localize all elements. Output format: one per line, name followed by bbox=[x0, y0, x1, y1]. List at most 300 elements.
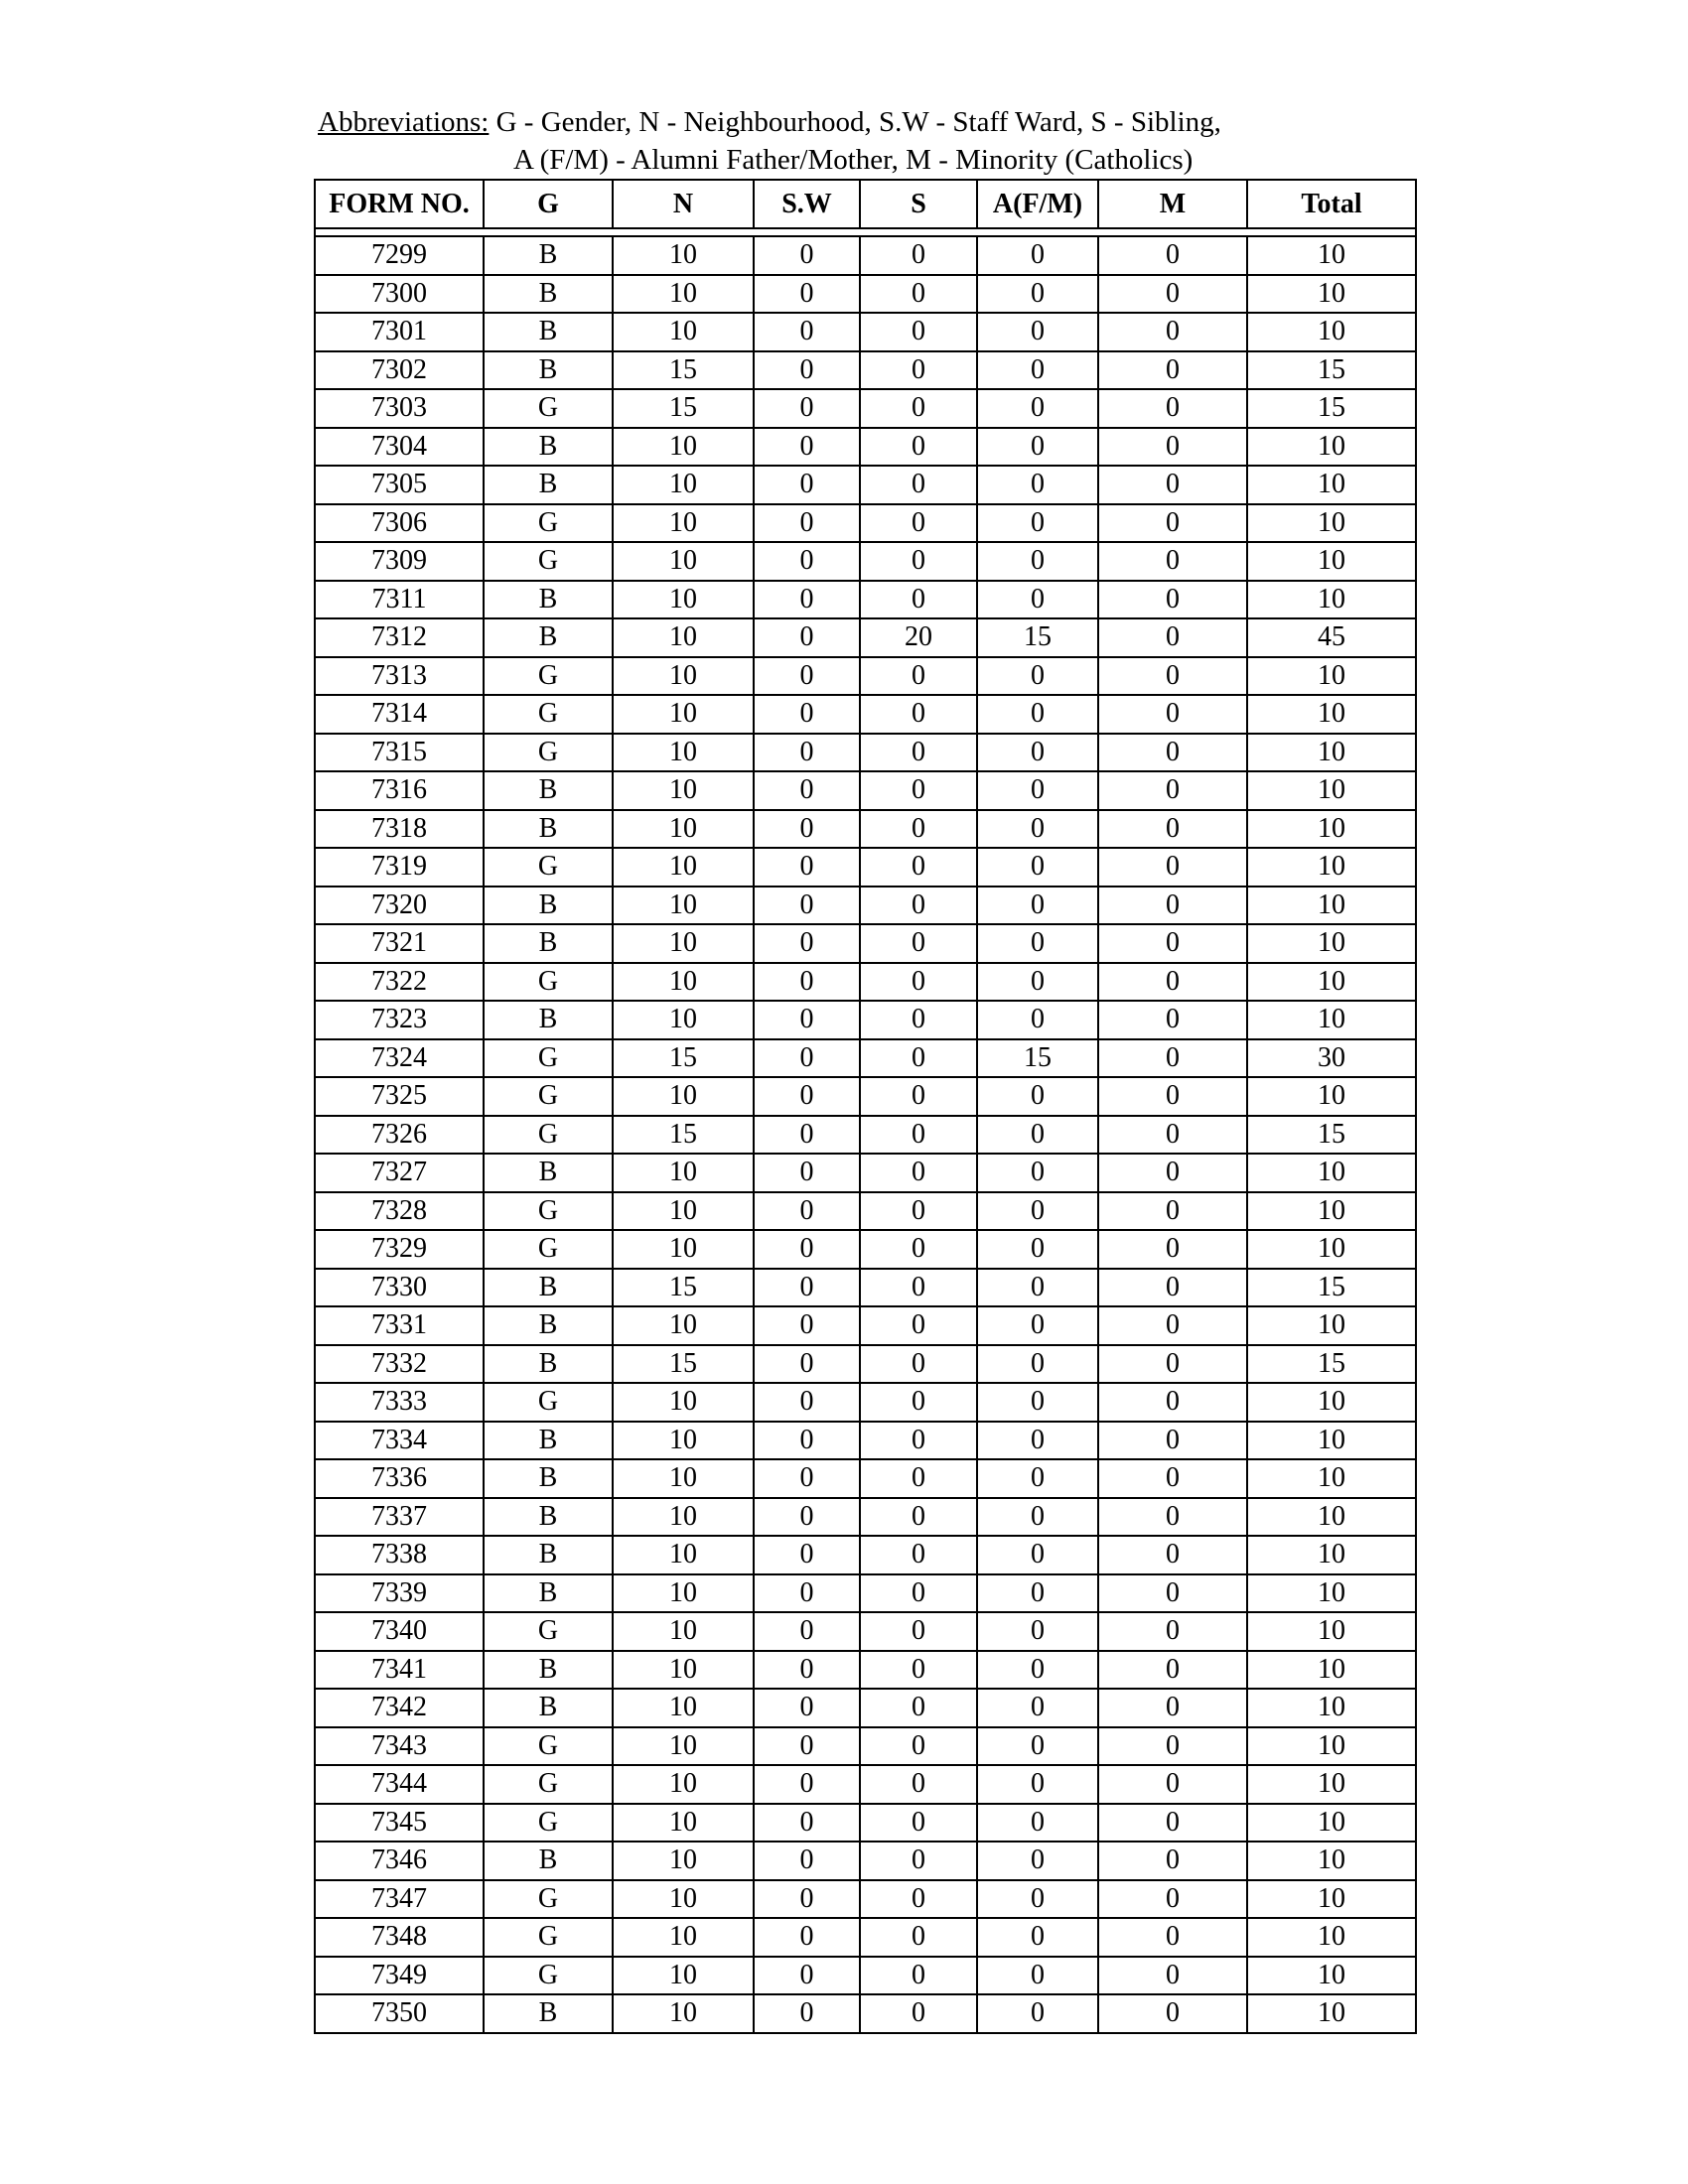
sibling-cell: 0 bbox=[860, 275, 977, 314]
gender-cell: G bbox=[484, 1039, 613, 1078]
total-cell: 10 bbox=[1247, 275, 1416, 314]
total-cell: 10 bbox=[1247, 924, 1416, 963]
neighbourhood-cell: 15 bbox=[613, 1116, 754, 1155]
form-no-cell: 7342 bbox=[315, 1689, 484, 1727]
alumni-cell: 0 bbox=[977, 1651, 1098, 1690]
total-cell: 10 bbox=[1247, 1880, 1416, 1919]
neighbourhood-cell: 15 bbox=[613, 351, 754, 390]
neighbourhood-cell: 10 bbox=[613, 313, 754, 351]
total-cell: 15 bbox=[1247, 1269, 1416, 1307]
gender-cell: B bbox=[484, 1422, 613, 1460]
staff-ward-cell: 0 bbox=[754, 1498, 860, 1537]
staff-ward-cell: 0 bbox=[754, 1765, 860, 1804]
form-no-cell: 7313 bbox=[315, 657, 484, 696]
total-cell: 10 bbox=[1247, 1804, 1416, 1843]
table-row bbox=[315, 1345, 1416, 1384]
form-no-cell: 7328 bbox=[315, 1192, 484, 1231]
gender-cell: G bbox=[484, 1765, 613, 1804]
table-row bbox=[315, 581, 1416, 619]
minority-cell: 0 bbox=[1098, 1459, 1247, 1498]
gender-cell: B bbox=[484, 236, 613, 275]
total-cell: 10 bbox=[1247, 771, 1416, 810]
sibling-cell: 0 bbox=[860, 963, 977, 1002]
sibling-cell: 0 bbox=[860, 1880, 977, 1919]
minority-cell: 0 bbox=[1098, 1727, 1247, 1766]
header-staff-ward: S.W bbox=[754, 180, 860, 228]
neighbourhood-cell: 10 bbox=[613, 1383, 754, 1422]
sibling-cell: 0 bbox=[860, 657, 977, 696]
gender-cell: B bbox=[484, 887, 613, 925]
gender-cell: B bbox=[484, 1536, 613, 1574]
sibling-cell: 0 bbox=[860, 542, 977, 581]
form-no-cell: 7329 bbox=[315, 1230, 484, 1269]
form-no-cell: 7339 bbox=[315, 1574, 484, 1613]
minority-cell: 0 bbox=[1098, 1536, 1247, 1574]
gender-cell: B bbox=[484, 1689, 613, 1727]
form-no-cell: 7341 bbox=[315, 1651, 484, 1690]
form-no-cell: 7300 bbox=[315, 275, 484, 314]
neighbourhood-cell: 10 bbox=[613, 1727, 754, 1766]
minority-cell: 0 bbox=[1098, 389, 1247, 428]
gender-cell: B bbox=[484, 581, 613, 619]
form-no-cell: 7305 bbox=[315, 466, 484, 504]
table-row bbox=[315, 657, 1416, 696]
gender-cell: B bbox=[484, 1459, 613, 1498]
form-no-cell: 7340 bbox=[315, 1612, 484, 1651]
gender-cell: G bbox=[484, 1918, 613, 1957]
table-row bbox=[315, 1842, 1416, 1880]
gender-cell: B bbox=[484, 810, 613, 849]
minority-cell: 0 bbox=[1098, 313, 1247, 351]
neighbourhood-cell: 15 bbox=[613, 389, 754, 428]
form-no-cell: 7326 bbox=[315, 1116, 484, 1155]
sibling-cell: 20 bbox=[860, 618, 977, 657]
gender-cell: G bbox=[484, 1957, 613, 1995]
minority-cell: 0 bbox=[1098, 963, 1247, 1002]
gender-cell: B bbox=[484, 1001, 613, 1039]
neighbourhood-cell: 10 bbox=[613, 1192, 754, 1231]
sibling-cell: 0 bbox=[860, 924, 977, 963]
gender-cell: G bbox=[484, 1727, 613, 1766]
form-no-cell: 7350 bbox=[315, 1994, 484, 2033]
alumni-cell: 0 bbox=[977, 1001, 1098, 1039]
total-cell: 10 bbox=[1247, 1306, 1416, 1345]
sibling-cell: 0 bbox=[860, 695, 977, 734]
staff-ward-cell: 0 bbox=[754, 771, 860, 810]
sibling-cell: 0 bbox=[860, 1422, 977, 1460]
gender-cell: G bbox=[484, 695, 613, 734]
staff-ward-cell: 0 bbox=[754, 1077, 860, 1116]
gender-cell: G bbox=[484, 1880, 613, 1919]
table-row bbox=[315, 618, 1416, 657]
total-cell: 10 bbox=[1247, 848, 1416, 887]
total-cell: 10 bbox=[1247, 1918, 1416, 1957]
sibling-cell: 0 bbox=[860, 1574, 977, 1613]
sibling-cell: 0 bbox=[860, 1001, 977, 1039]
minority-cell: 0 bbox=[1098, 1116, 1247, 1155]
gender-cell: B bbox=[484, 1345, 613, 1384]
neighbourhood-cell: 10 bbox=[613, 695, 754, 734]
neighbourhood-cell: 10 bbox=[613, 1842, 754, 1880]
sibling-cell: 0 bbox=[860, 1727, 977, 1766]
alumni-cell: 0 bbox=[977, 1574, 1098, 1613]
abbreviations-legend bbox=[318, 103, 1221, 176]
sibling-cell: 0 bbox=[860, 1689, 977, 1727]
form-no-cell: 7338 bbox=[315, 1536, 484, 1574]
table-row bbox=[315, 1459, 1416, 1498]
gender-cell: B bbox=[484, 1154, 613, 1192]
sibling-cell: 0 bbox=[860, 1994, 977, 2033]
gender-cell: G bbox=[484, 1383, 613, 1422]
alumni-cell: 15 bbox=[977, 1039, 1098, 1078]
minority-cell: 0 bbox=[1098, 734, 1247, 772]
table-row bbox=[315, 1689, 1416, 1727]
form-no-cell: 7324 bbox=[315, 1039, 484, 1078]
form-no-cell: 7315 bbox=[315, 734, 484, 772]
staff-ward-cell: 0 bbox=[754, 657, 860, 696]
gender-cell: B bbox=[484, 1651, 613, 1690]
table-row bbox=[315, 504, 1416, 543]
staff-ward-cell: 0 bbox=[754, 924, 860, 963]
alumni-cell: 0 bbox=[977, 771, 1098, 810]
total-cell: 10 bbox=[1247, 1192, 1416, 1231]
form-no-cell: 7348 bbox=[315, 1918, 484, 1957]
staff-ward-cell: 0 bbox=[754, 1269, 860, 1307]
form-no-cell: 7346 bbox=[315, 1842, 484, 1880]
table-row bbox=[315, 313, 1416, 351]
neighbourhood-cell: 10 bbox=[613, 1230, 754, 1269]
alumni-cell: 0 bbox=[977, 1804, 1098, 1843]
form-no-cell: 7314 bbox=[315, 695, 484, 734]
sibling-cell: 0 bbox=[860, 1957, 977, 1995]
gender-cell: G bbox=[484, 1192, 613, 1231]
alumni-cell: 0 bbox=[977, 848, 1098, 887]
neighbourhood-cell: 10 bbox=[613, 1918, 754, 1957]
table-row bbox=[315, 924, 1416, 963]
neighbourhood-cell: 10 bbox=[613, 428, 754, 467]
neighbourhood-cell: 10 bbox=[613, 810, 754, 849]
minority-cell: 0 bbox=[1098, 924, 1247, 963]
staff-ward-cell: 0 bbox=[754, 1880, 860, 1919]
gender-cell: B bbox=[484, 924, 613, 963]
staff-ward-cell: 0 bbox=[754, 1039, 860, 1078]
form-no-cell: 7347 bbox=[315, 1880, 484, 1919]
header-alumni: A(F/M) bbox=[977, 180, 1098, 228]
gender-cell: B bbox=[484, 618, 613, 657]
neighbourhood-cell: 15 bbox=[613, 1345, 754, 1384]
form-no-cell: 7311 bbox=[315, 581, 484, 619]
form-no-cell: 7303 bbox=[315, 389, 484, 428]
neighbourhood-cell: 10 bbox=[613, 236, 754, 275]
alumni-cell: 0 bbox=[977, 466, 1098, 504]
form-no-cell: 7302 bbox=[315, 351, 484, 390]
gender-cell: G bbox=[484, 1230, 613, 1269]
minority-cell: 0 bbox=[1098, 1574, 1247, 1613]
staff-ward-cell: 0 bbox=[754, 428, 860, 467]
total-cell: 10 bbox=[1247, 1422, 1416, 1460]
total-cell: 10 bbox=[1247, 1001, 1416, 1039]
sibling-cell: 0 bbox=[860, 466, 977, 504]
sibling-cell: 0 bbox=[860, 428, 977, 467]
neighbourhood-cell: 10 bbox=[613, 924, 754, 963]
staff-ward-cell: 0 bbox=[754, 1689, 860, 1727]
form-no-cell: 7322 bbox=[315, 963, 484, 1002]
table-row bbox=[315, 734, 1416, 772]
table-row bbox=[315, 1001, 1416, 1039]
alumni-cell: 0 bbox=[977, 351, 1098, 390]
staff-ward-cell: 0 bbox=[754, 1116, 860, 1155]
alumni-cell: 0 bbox=[977, 1459, 1098, 1498]
alumni-cell: 0 bbox=[977, 1612, 1098, 1651]
minority-cell: 0 bbox=[1098, 618, 1247, 657]
alumni-cell: 0 bbox=[977, 1345, 1098, 1384]
staff-ward-cell: 0 bbox=[754, 1574, 860, 1613]
form-no-cell: 7331 bbox=[315, 1306, 484, 1345]
staff-ward-cell: 0 bbox=[754, 810, 860, 849]
sibling-cell: 0 bbox=[860, 236, 977, 275]
table-row bbox=[315, 466, 1416, 504]
gender-cell: B bbox=[484, 313, 613, 351]
alumni-cell: 0 bbox=[977, 542, 1098, 581]
alumni-cell: 0 bbox=[977, 887, 1098, 925]
staff-ward-cell: 0 bbox=[754, 542, 860, 581]
sibling-cell: 0 bbox=[860, 1230, 977, 1269]
form-no-cell: 7349 bbox=[315, 1957, 484, 1995]
neighbourhood-cell: 10 bbox=[613, 1422, 754, 1460]
sibling-cell: 0 bbox=[860, 1842, 977, 1880]
total-cell: 10 bbox=[1247, 1154, 1416, 1192]
staff-ward-cell: 0 bbox=[754, 1383, 860, 1422]
table-row bbox=[315, 1918, 1416, 1957]
alumni-cell: 0 bbox=[977, 734, 1098, 772]
table-row bbox=[315, 1306, 1416, 1345]
staff-ward-cell: 0 bbox=[754, 1230, 860, 1269]
form-no-cell: 7321 bbox=[315, 924, 484, 963]
alumni-cell: 0 bbox=[977, 1880, 1098, 1919]
gender-cell: G bbox=[484, 734, 613, 772]
staff-ward-cell: 0 bbox=[754, 504, 860, 543]
minority-cell: 0 bbox=[1098, 466, 1247, 504]
sibling-cell: 0 bbox=[860, 1345, 977, 1384]
staff-ward-cell: 0 bbox=[754, 1994, 860, 2033]
minority-cell: 0 bbox=[1098, 1077, 1247, 1116]
neighbourhood-cell: 10 bbox=[613, 1689, 754, 1727]
total-cell: 15 bbox=[1247, 389, 1416, 428]
header-total: Total bbox=[1247, 180, 1416, 228]
total-cell: 10 bbox=[1247, 734, 1416, 772]
alumni-cell: 0 bbox=[977, 1765, 1098, 1804]
total-cell: 10 bbox=[1247, 1994, 1416, 2033]
total-cell: 10 bbox=[1247, 1957, 1416, 1995]
total-cell: 10 bbox=[1247, 1842, 1416, 1880]
total-cell: 15 bbox=[1247, 351, 1416, 390]
table-row bbox=[315, 1077, 1416, 1116]
neighbourhood-cell: 10 bbox=[613, 1957, 754, 1995]
form-no-cell: 7301 bbox=[315, 313, 484, 351]
total-cell: 10 bbox=[1247, 1459, 1416, 1498]
table-row bbox=[315, 236, 1416, 275]
form-no-cell: 7343 bbox=[315, 1727, 484, 1766]
sibling-cell: 0 bbox=[860, 771, 977, 810]
alumni-cell: 0 bbox=[977, 428, 1098, 467]
table-row bbox=[315, 771, 1416, 810]
neighbourhood-cell: 10 bbox=[613, 963, 754, 1002]
minority-cell: 0 bbox=[1098, 1154, 1247, 1192]
form-no-cell: 7334 bbox=[315, 1422, 484, 1460]
alumni-cell: 0 bbox=[977, 236, 1098, 275]
gender-cell: G bbox=[484, 1612, 613, 1651]
table-row bbox=[315, 389, 1416, 428]
neighbourhood-cell: 15 bbox=[613, 1039, 754, 1078]
neighbourhood-cell: 10 bbox=[613, 618, 754, 657]
abbreviations-label: Abbreviations: bbox=[318, 106, 490, 138]
minority-cell: 0 bbox=[1098, 1804, 1247, 1843]
alumni-cell: 0 bbox=[977, 963, 1098, 1002]
staff-ward-cell: 0 bbox=[754, 1192, 860, 1231]
gender-cell: G bbox=[484, 848, 613, 887]
gender-cell: B bbox=[484, 1498, 613, 1537]
neighbourhood-cell: 10 bbox=[613, 1651, 754, 1690]
form-no-cell: 7306 bbox=[315, 504, 484, 543]
alumni-cell: 0 bbox=[977, 1842, 1098, 1880]
total-cell: 10 bbox=[1247, 504, 1416, 543]
table-row bbox=[315, 1574, 1416, 1613]
staff-ward-cell: 0 bbox=[754, 1651, 860, 1690]
alumni-cell: 0 bbox=[977, 1077, 1098, 1116]
neighbourhood-cell: 10 bbox=[613, 1306, 754, 1345]
minority-cell: 0 bbox=[1098, 581, 1247, 619]
alumni-cell: 0 bbox=[977, 1994, 1098, 2033]
staff-ward-cell: 0 bbox=[754, 695, 860, 734]
table-row bbox=[315, 1498, 1416, 1537]
staff-ward-cell: 0 bbox=[754, 1957, 860, 1995]
table-row bbox=[315, 542, 1416, 581]
minority-cell: 0 bbox=[1098, 1957, 1247, 1995]
abbreviations-line-1: G - Gender, N - Neighbourhood, S.W - Staff Ward, S - Sibling, bbox=[489, 106, 1221, 138]
staff-ward-cell: 0 bbox=[754, 1804, 860, 1843]
neighbourhood-cell: 10 bbox=[613, 771, 754, 810]
total-cell: 10 bbox=[1247, 1077, 1416, 1116]
staff-ward-cell: 0 bbox=[754, 1459, 860, 1498]
minority-cell: 0 bbox=[1098, 771, 1247, 810]
staff-ward-cell: 0 bbox=[754, 1306, 860, 1345]
gender-cell: B bbox=[484, 1842, 613, 1880]
alumni-cell: 0 bbox=[977, 695, 1098, 734]
minority-cell: 0 bbox=[1098, 275, 1247, 314]
total-cell: 10 bbox=[1247, 1383, 1416, 1422]
minority-cell: 0 bbox=[1098, 1383, 1247, 1422]
staff-ward-cell: 0 bbox=[754, 313, 860, 351]
neighbourhood-cell: 10 bbox=[613, 504, 754, 543]
total-cell: 10 bbox=[1247, 1727, 1416, 1766]
form-no-cell: 7332 bbox=[315, 1345, 484, 1384]
table-row bbox=[315, 810, 1416, 849]
form-no-cell: 7299 bbox=[315, 236, 484, 275]
staff-ward-cell: 0 bbox=[754, 1345, 860, 1384]
form-no-cell: 7336 bbox=[315, 1459, 484, 1498]
sibling-cell: 0 bbox=[860, 1498, 977, 1537]
total-cell: 10 bbox=[1247, 1765, 1416, 1804]
sibling-cell: 0 bbox=[860, 389, 977, 428]
sibling-cell: 0 bbox=[860, 1383, 977, 1422]
form-no-cell: 7337 bbox=[315, 1498, 484, 1537]
total-cell: 10 bbox=[1247, 236, 1416, 275]
alumni-cell: 0 bbox=[977, 1422, 1098, 1460]
gender-cell: G bbox=[484, 504, 613, 543]
table-row bbox=[315, 1116, 1416, 1155]
header-gender: G bbox=[484, 180, 613, 228]
table-header-row bbox=[315, 180, 1416, 228]
alumni-cell: 0 bbox=[977, 657, 1098, 696]
total-cell: 10 bbox=[1247, 1498, 1416, 1537]
alumni-cell: 0 bbox=[977, 1918, 1098, 1957]
abbreviations-line-2: A (F/M) - Alumni Father/Mother, M - Minority (Catholics) bbox=[513, 144, 1194, 176]
gender-cell: B bbox=[484, 1306, 613, 1345]
table-row bbox=[315, 1536, 1416, 1574]
total-cell: 10 bbox=[1247, 313, 1416, 351]
header-neighbourhood: N bbox=[613, 180, 754, 228]
total-cell: 10 bbox=[1247, 1689, 1416, 1727]
minority-cell: 0 bbox=[1098, 1001, 1247, 1039]
total-cell: 10 bbox=[1247, 542, 1416, 581]
neighbourhood-cell: 10 bbox=[613, 275, 754, 314]
header-form-no: FORM NO. bbox=[315, 180, 484, 228]
total-cell: 10 bbox=[1247, 810, 1416, 849]
sibling-cell: 0 bbox=[860, 1612, 977, 1651]
alumni-cell: 0 bbox=[977, 1116, 1098, 1155]
total-cell: 15 bbox=[1247, 1345, 1416, 1384]
gender-cell: G bbox=[484, 1804, 613, 1843]
table-row bbox=[315, 1880, 1416, 1919]
table-row bbox=[315, 1994, 1416, 2033]
staff-ward-cell: 0 bbox=[754, 1154, 860, 1192]
total-cell: 10 bbox=[1247, 466, 1416, 504]
gender-cell: G bbox=[484, 1116, 613, 1155]
minority-cell: 0 bbox=[1098, 695, 1247, 734]
form-no-cell: 7309 bbox=[315, 542, 484, 581]
gender-cell: G bbox=[484, 963, 613, 1002]
minority-cell: 0 bbox=[1098, 657, 1247, 696]
table-row bbox=[315, 1651, 1416, 1690]
alumni-cell: 0 bbox=[977, 1536, 1098, 1574]
alumni-cell: 0 bbox=[977, 1689, 1098, 1727]
staff-ward-cell: 0 bbox=[754, 887, 860, 925]
staff-ward-cell: 0 bbox=[754, 618, 860, 657]
neighbourhood-cell: 10 bbox=[613, 1077, 754, 1116]
table-row bbox=[315, 1765, 1416, 1804]
total-cell: 10 bbox=[1247, 581, 1416, 619]
sibling-cell: 0 bbox=[860, 848, 977, 887]
total-cell: 10 bbox=[1247, 428, 1416, 467]
minority-cell: 0 bbox=[1098, 1612, 1247, 1651]
total-cell: 10 bbox=[1247, 1230, 1416, 1269]
alumni-cell: 0 bbox=[977, 581, 1098, 619]
minority-cell: 0 bbox=[1098, 848, 1247, 887]
form-no-cell: 7318 bbox=[315, 810, 484, 849]
sibling-cell: 0 bbox=[860, 313, 977, 351]
neighbourhood-cell: 10 bbox=[613, 1498, 754, 1537]
gender-cell: G bbox=[484, 657, 613, 696]
staff-ward-cell: 0 bbox=[754, 389, 860, 428]
staff-ward-cell: 0 bbox=[754, 1422, 860, 1460]
sibling-cell: 0 bbox=[860, 1116, 977, 1155]
neighbourhood-cell: 10 bbox=[613, 1994, 754, 2033]
form-no-cell: 7327 bbox=[315, 1154, 484, 1192]
alumni-cell: 0 bbox=[977, 1306, 1098, 1345]
minority-cell: 0 bbox=[1098, 1880, 1247, 1919]
form-no-cell: 7333 bbox=[315, 1383, 484, 1422]
minority-cell: 0 bbox=[1098, 236, 1247, 275]
